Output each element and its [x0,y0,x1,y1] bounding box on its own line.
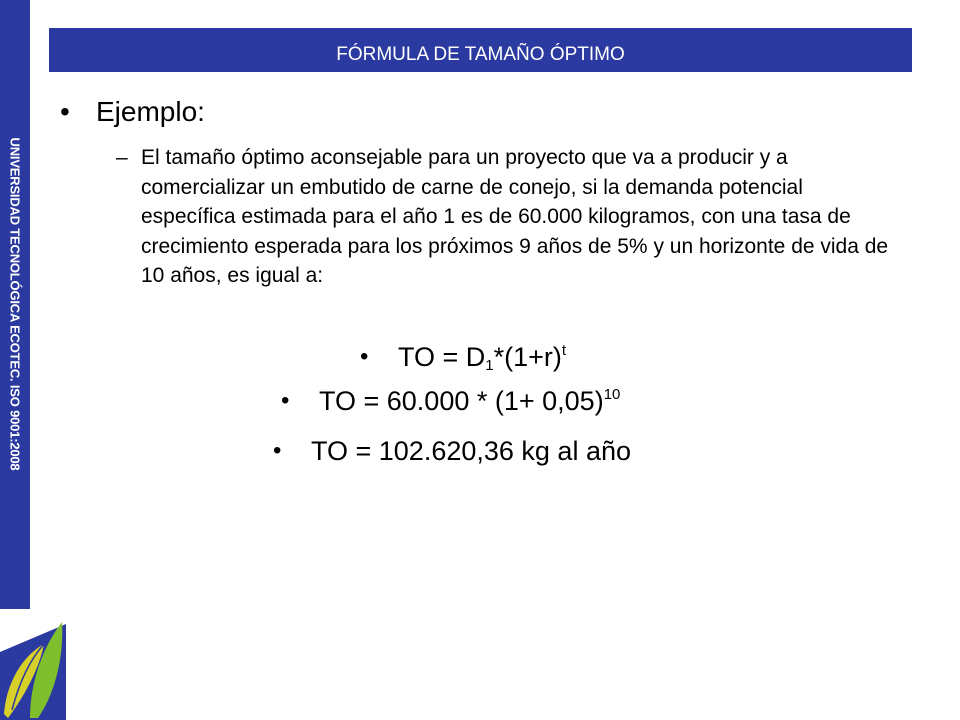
formula-result-text: TO = 102.620,36 kg al año [311,436,631,466]
university-vertical-label: UNIVERSIDAD TECNOLÓGICA ECOTEC. ISO 9001:2008 [7,137,23,471]
formula-general-exponent: t [561,342,567,359]
formula-substituted-exponent: 10 [603,386,621,403]
bullet-icon: • [60,96,70,127]
formula-general-pre: TO = D [398,342,486,372]
formula-general [360,340,567,374]
heading-text: Ejemplo: [96,96,205,127]
formula-general-subscript: 1 [485,357,494,374]
description-text: El tamaño óptimo aconsejable para un proyecto que va a producir y a comercializar un embutido de carne de conejo, si la demanda potencial específica estimada para el año 1 es de 60.000 kilogramos, con una tasa de crecimiento esperada para los próximos 9 años de 5% y un horizonte de vida de 10 años, es igual a: [141,146,889,287]
formula-result [273,434,631,468]
bullet-icon: • [273,437,282,464]
dash-icon: – [116,146,128,169]
bullet-icon: • [360,343,369,370]
formula-substituted-main: TO = 60.000 * (1+ 0,05) [319,386,604,416]
slide-title: FÓRMULA DE TAMAÑO ÓPTIMO [336,44,625,65]
formula-substituted [281,384,621,418]
bullet-icon: • [281,387,290,414]
formula-general-mid: *(1+r) [493,342,562,372]
